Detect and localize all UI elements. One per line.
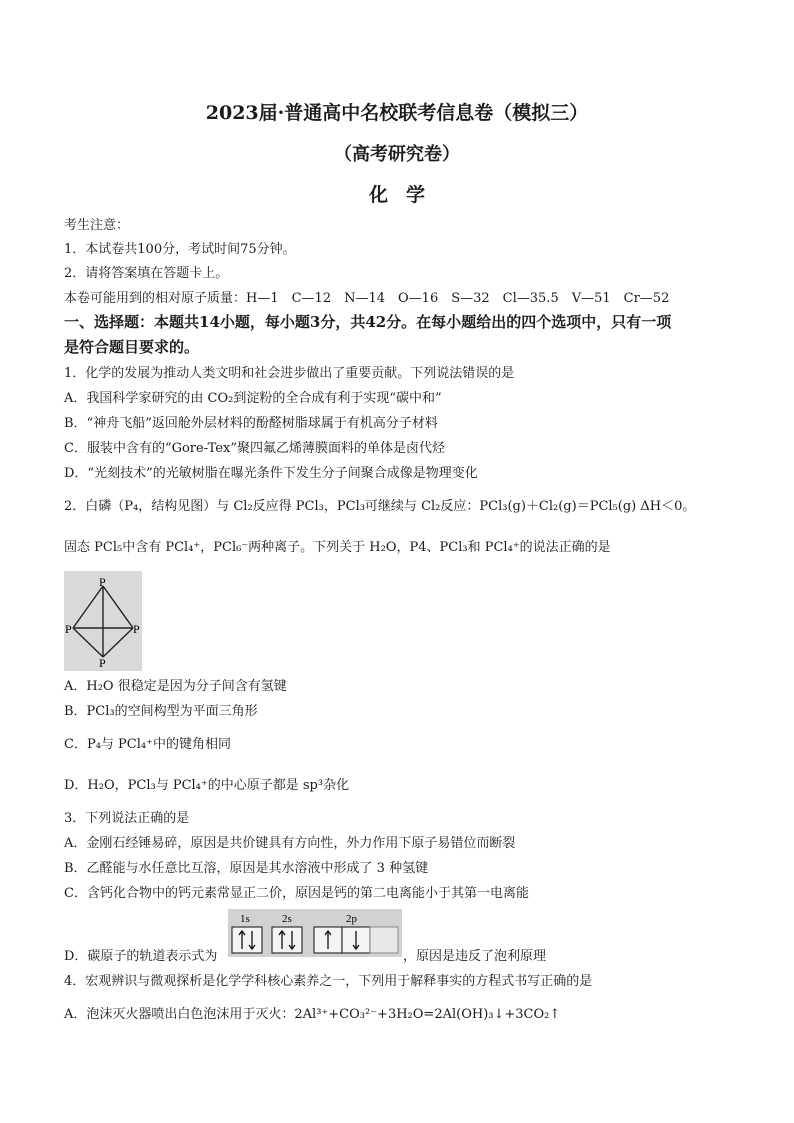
atom-label: P (99, 656, 106, 670)
q3-option-d-prefix: D．碳原子的轨道表示式为 (64, 949, 218, 964)
atom-label: P (133, 622, 140, 636)
q2-option-c: C．P₄与 PCl₄⁺中的键角相同 (64, 737, 231, 752)
q3-option-d-suffix: ，原因是违反了泡利原理 (403, 949, 547, 964)
q1-stem: 1．化学的发展为推动人类文明和社会进步做出了重要贡献。下列说法错误的是 (64, 366, 515, 381)
q3-option-b: B．乙醛能与水任意比互溶，原因是其水溶液中形成了 3 种氢键 (64, 861, 429, 876)
q2-stem-cont: 固态 PCl₅中含有 PCl₄⁺，PCl₆⁻两种离子。下列关于 H₂O，P4、PCl₃和 PCl₄⁺的说法正确的是 (64, 540, 611, 555)
orbital-label-2s: 2s (282, 913, 292, 925)
q3-option-c: C．含钙化合物中的钙元素常显正二价，原因是钙的第二电离能小于其第一电离能 (64, 886, 529, 901)
carbon-orbital-diagram (228, 909, 402, 957)
q2-option-d: D．H₂O，PCl₃与 PCl₄⁺的中心原子都是 sp³杂化 (64, 778, 350, 793)
q4-option-a: A．泡沫灭火器喷出白色泡沫用于灭火：2Al³⁺+CO₃²⁻+3H₂O=2Al(OH)₃↓+3CO₂↑ (64, 1007, 561, 1022)
q2-option-b: B．PCl₃的空间构型为平面三角形 (64, 704, 258, 719)
q1-option-b: B．“神舟飞船”返回舱外层材料的酚醛树脂球属于有机高分子材料 (64, 416, 438, 431)
white-phosphorus-structure-figure (64, 571, 142, 671)
p4-structure-diagram (64, 571, 142, 671)
notice-heading: 考生注意： (64, 218, 130, 233)
orbital-label-2p: 2p (346, 913, 357, 925)
exam-subtitle: （高考研究卷） (334, 144, 460, 165)
atom-label: P (99, 575, 106, 589)
q3-stem: 3．下列说法正确的是 (64, 811, 190, 826)
notice-item: 2．请将答案填在答题卡上。 (64, 266, 229, 281)
section-heading-cont: 是符合题目要求的。 (64, 338, 200, 356)
subject-title: 化学 (368, 184, 443, 206)
section-heading: 一、选择题：本题共14小题，每小题3分，共42分。在每小题给出的四个选项中，只有一项 (64, 313, 672, 331)
q3-option-a: A．金刚石经锤易碎，原因是共价键具有方向性，外力作用下原子易错位而断裂 (64, 836, 516, 851)
atom-label: P (65, 622, 72, 636)
orbital-label-1s: 1s (240, 913, 250, 925)
q2-option-a: A．H₂O 很稳定是因为分子间含有氢键 (64, 679, 287, 694)
q1-option-c: C．服装中含有的“Gore-Tex”聚四氟乙烯薄膜面料的单体是卤代烃 (64, 441, 445, 456)
atomic-masses: 本卷可能用到的相对原子质量：H—1 C—12 N—14 O—16 S—32 Cl—35.5 V—51 Cr—52 (64, 291, 670, 306)
orbital-boxes (228, 909, 402, 957)
notice-item: 1．本试卷共100分，考试时间75分钟。 (64, 242, 296, 257)
q1-option-a: A．我国科学家研究的由 CO₂到淀粉的全合成有利于实现“碳中和” (64, 391, 442, 406)
q4-stem: 4．宏观辨识与微观探析是化学学科核心素养之一，下列用于解释事实的方程式书写正确的是 (64, 974, 593, 989)
q2-stem: 2．白磷（P₄，结构见图）与 Cl₂反应得 PCl₃，PCl₃可继续与 Cl₂反应：PCl₃(g)＋Cl₂(g)＝PCl₅(g) ΔH＜0。 (64, 499, 696, 514)
q1-option-d: D．“光刻技术”的光敏树脂在曝光条件下发生分子间聚合成像是物理变化 (64, 466, 478, 481)
exam-title: 2023届·普通高中名校联考信息卷（模拟三） (205, 102, 589, 124)
